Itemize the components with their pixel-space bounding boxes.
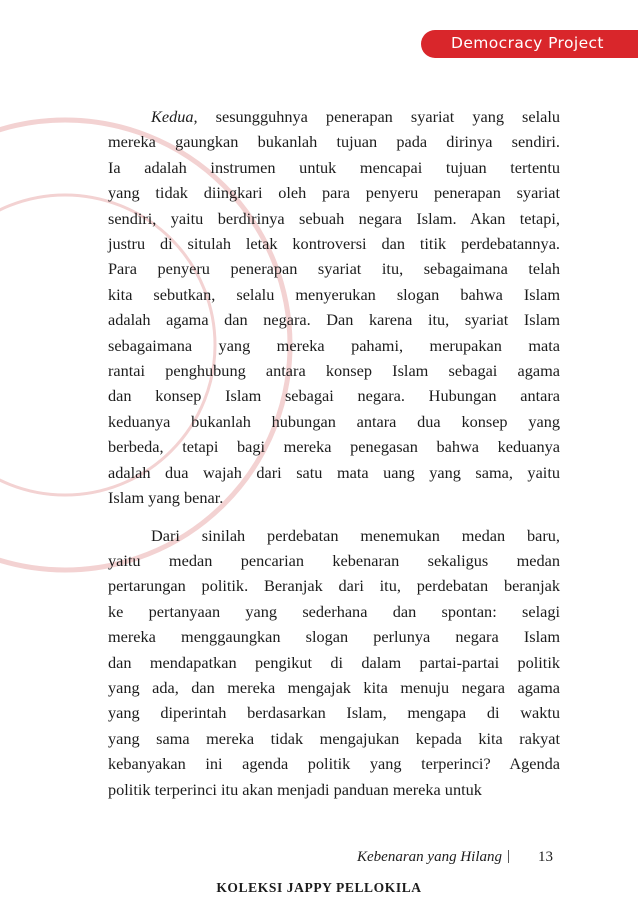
line-text: rantai penghubung antara konsep Islam sebagai agama — [108, 361, 560, 381]
text-line — [108, 358, 560, 383]
text-line — [108, 751, 560, 776]
line-text: mereka gaungkan bukanlah tujuan pada dirinya sendiri. — [108, 132, 560, 152]
line-text: adalah dua wajah dari satu mata uang yang sama, yaitu — [108, 462, 560, 482]
emphasis-word: Kedua, — [151, 107, 198, 126]
line-text: justru di situlah letak kontroversi dan titik perdebatannya. — [108, 234, 560, 254]
collection-label: KOLEKSI JAPPY PELLOKILA — [216, 880, 422, 895]
line-text: Dari sinilah perdebatan menemukan medan baru, — [151, 525, 560, 545]
text-line — [108, 460, 560, 485]
text-line — [108, 231, 560, 256]
line-text: kebanyakan ini agenda politik yang terperinci? Agenda — [108, 754, 560, 774]
body-text — [108, 104, 560, 802]
text-line — [108, 206, 560, 231]
line-text: kita sebutkan, selalu menyerukan slogan bahwa Islam — [108, 284, 560, 304]
line-text: yaitu medan pencarian kebenaran sekaligus medan — [108, 550, 560, 570]
text-line — [108, 129, 560, 154]
text-line — [108, 726, 560, 751]
text-line — [108, 409, 560, 434]
text-line — [108, 256, 560, 281]
text-line — [108, 700, 560, 725]
text-line — [108, 104, 560, 129]
line-text: ke pertanyaan yang sederhana dan spontan: selagi — [108, 601, 560, 621]
line-text: Para penyeru penerapan syariat itu, sebagaimana telah — [108, 259, 560, 279]
line-text: keduanya bukanlah hubungan antara dua konsep yang — [108, 411, 560, 431]
line-text: yang sama mereka tidak mengajukan kepada kita rakyat — [108, 728, 560, 748]
text-line — [108, 548, 560, 573]
line-text: sesungguhnya penerapan syariat yang selalu — [197, 107, 560, 126]
line-text: yang diperintah berdasarkan Islam, mengapa di waktu — [108, 703, 560, 723]
text-line — [108, 307, 560, 332]
line-text: yang ada, dan mereka mengajak kita menuju negara agama — [108, 677, 560, 697]
text-line — [108, 383, 560, 408]
page-number: 13 — [538, 849, 553, 865]
text-line — [108, 650, 560, 675]
text-line — [108, 523, 560, 548]
text-line — [108, 573, 560, 598]
paragraph — [108, 104, 560, 511]
line-text: sebagaimana yang mereka pahami, merupakan mata — [108, 335, 560, 355]
line-text: dan mendapatkan pengikut di dalam partai-partai politik — [108, 652, 560, 672]
text-line — [108, 180, 560, 205]
line-text: mereka menggaungkan slogan perlunya negara Islam — [108, 627, 560, 647]
line-text: politik terperinci itu akan menjadi panduan mereka untuk — [108, 779, 482, 799]
text-line — [108, 777, 560, 802]
footer-separator: | — [507, 848, 511, 864]
text-line — [108, 333, 560, 358]
footer-book-title: Kebenaran yang Hilang — [357, 849, 502, 865]
line-text: dan konsep Islam sebagai negara. Hubungan antara — [108, 386, 560, 406]
line-text: yang tidak diingkari oleh para penyeru penerapan syariat — [108, 183, 560, 203]
line-text: sendiri, yaitu berdirinya sebuah negara Islam. Akan tetapi, — [108, 208, 560, 228]
line-text: pertarungan politik. Beranjak dari itu, perdebatan beranjak — [108, 576, 560, 596]
text-line — [108, 624, 560, 649]
text-line — [108, 675, 560, 700]
footer — [357, 849, 557, 869]
header-title: Democracy Project — [451, 34, 604, 52]
paragraph — [108, 523, 560, 802]
line-text: berbeda, tetapi bagi mereka penegasan bahwa keduanya — [108, 437, 560, 457]
line-text: adalah agama dan negara. Dan karena itu, syariat Islam — [108, 310, 560, 330]
text-line — [108, 485, 560, 510]
text-line — [108, 599, 560, 624]
line-text: Ia adalah instrumen untuk mencapai tujuan tertentu — [108, 157, 560, 177]
header-tab — [421, 30, 638, 58]
text-line — [108, 155, 560, 180]
line-text: Islam yang benar. — [108, 488, 224, 508]
text-line — [108, 282, 560, 307]
text-line — [108, 434, 560, 459]
